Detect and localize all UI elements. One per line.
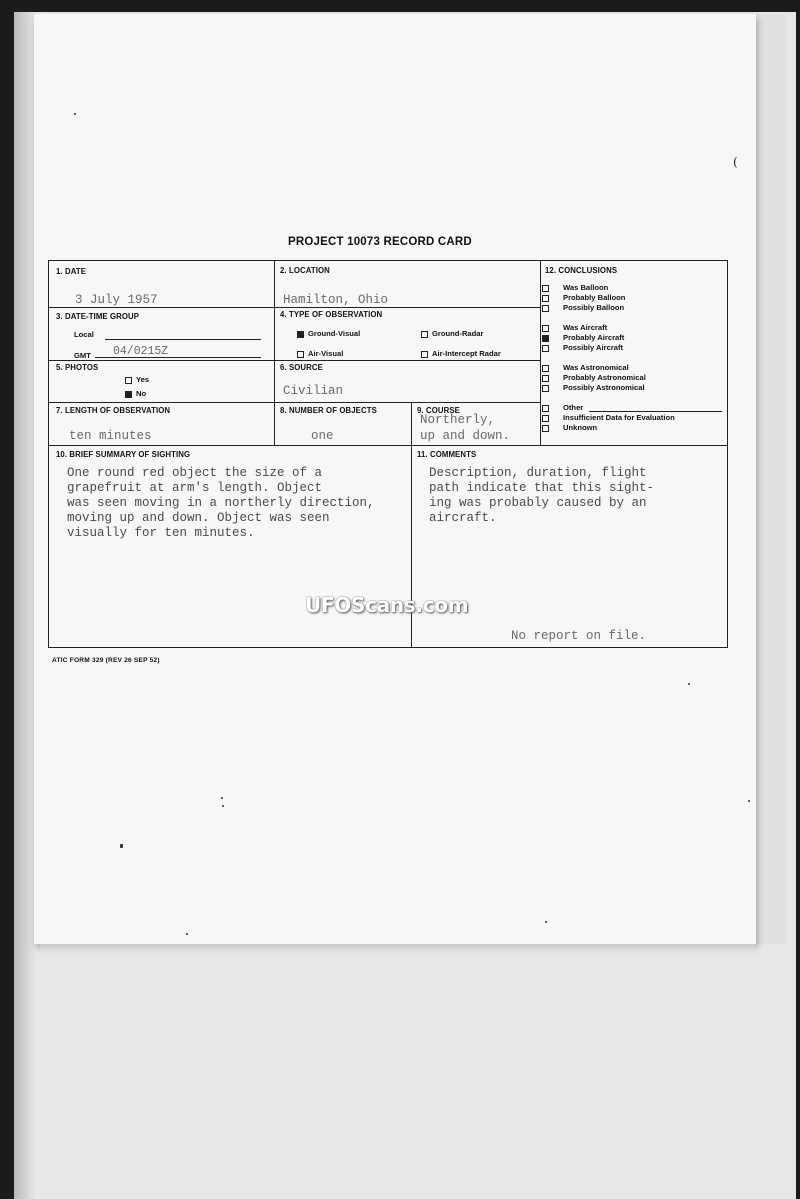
scan-speck bbox=[186, 933, 188, 935]
comments-line: path indicate that this sight- bbox=[429, 481, 655, 495]
comments-label: 11. COMMENTS bbox=[417, 450, 477, 459]
photos-no: No bbox=[125, 389, 146, 398]
option-air-intercept-radar: Air-Intercept Radar bbox=[421, 349, 501, 358]
summary-line: visually for ten minutes. bbox=[67, 526, 255, 540]
other-line bbox=[589, 411, 722, 412]
scan-speck bbox=[221, 797, 223, 799]
conclusion-probably-astronomical: Probably Astronomical bbox=[542, 373, 646, 382]
option-air-visual: Air-Visual bbox=[297, 349, 343, 358]
checkbox-icon bbox=[421, 351, 428, 358]
conclusion-was-balloon: Was Balloon bbox=[542, 283, 608, 292]
photos-label: 5. PHOTOS bbox=[56, 363, 99, 372]
scan-speck bbox=[748, 800, 750, 802]
scan-edge-shadow bbox=[14, 12, 36, 1199]
summary-text bbox=[67, 466, 375, 541]
option-ground-radar: Ground-Radar bbox=[421, 329, 483, 338]
checkbox-icon bbox=[542, 325, 549, 332]
margin-mark: ( bbox=[733, 155, 738, 169]
rule bbox=[49, 445, 728, 446]
course-line2: up and down. bbox=[420, 429, 511, 443]
checkbox-icon bbox=[542, 285, 549, 292]
objects-label: 8. NUMBER OF OBJECTS bbox=[280, 406, 377, 415]
objects-value: one bbox=[311, 429, 334, 443]
date-value: 3 July 1957 bbox=[75, 293, 158, 307]
conclusion-unknown: Unknown bbox=[542, 423, 597, 432]
checkbox-icon bbox=[125, 377, 132, 384]
watermark: UFOScans.com bbox=[305, 593, 469, 617]
checkbox-checked-icon bbox=[297, 331, 304, 338]
checkbox-icon bbox=[542, 365, 549, 372]
summary-line: moving up and down. Object was seen bbox=[67, 511, 330, 525]
source-value: Civilian bbox=[283, 384, 344, 398]
checkbox-icon bbox=[542, 305, 549, 312]
datetime-label: 3. DATE-TIME GROUP bbox=[56, 312, 140, 321]
conclusion-probably-balloon: Probably Balloon bbox=[542, 293, 625, 302]
rule bbox=[49, 402, 540, 403]
paper-shadow bbox=[40, 944, 756, 954]
checkbox-icon bbox=[542, 375, 549, 382]
rule bbox=[49, 360, 540, 361]
conclusion-possibly-balloon: Possibly Balloon bbox=[542, 303, 624, 312]
gmt-label: GMT bbox=[74, 351, 91, 360]
checkbox-icon bbox=[542, 405, 549, 412]
comments-note: No report on file. bbox=[511, 629, 647, 643]
rule bbox=[411, 402, 412, 445]
rule bbox=[540, 261, 541, 445]
gmt-value: 04/0215Z bbox=[113, 345, 169, 358]
photos-yes: Yes bbox=[125, 375, 149, 384]
scan-speck bbox=[545, 921, 547, 923]
local-line bbox=[105, 339, 261, 340]
scan-speck bbox=[74, 113, 76, 115]
conclusion-was-astronomical: Was Astronomical bbox=[542, 363, 629, 372]
date-label: 1. DATE bbox=[56, 267, 87, 276]
scan-speck bbox=[222, 805, 224, 807]
conclusion-probably-aircraft: Probably Aircraft bbox=[542, 333, 624, 342]
rule bbox=[49, 307, 540, 308]
conclusions-label: 12. CONCLUSIONS bbox=[545, 266, 618, 275]
length-label: 7. LENGTH OF OBSERVATION bbox=[56, 406, 171, 415]
observation-type-label: 4. TYPE OF OBSERVATION bbox=[280, 310, 383, 319]
course-label: 9. COURSE bbox=[417, 406, 460, 415]
length-value: ten minutes bbox=[69, 429, 152, 443]
conclusion-possibly-astronomical: Possibly Astronomical bbox=[542, 383, 645, 392]
summary-label: 10. BRIEF SUMMARY OF SIGHTING bbox=[56, 450, 191, 459]
scan-speck bbox=[120, 844, 123, 848]
location-value: Hamilton, Ohio bbox=[283, 293, 389, 307]
source-label: 6. SOURCE bbox=[280, 363, 323, 372]
scan-speck bbox=[688, 683, 690, 685]
summary-line: was seen moving in a northerly direction, bbox=[67, 496, 375, 510]
option-ground-visual: Ground-Visual bbox=[297, 329, 360, 338]
location-label: 2. LOCATION bbox=[280, 266, 330, 275]
gmt-line bbox=[95, 357, 261, 358]
comments-line: Description, duration, flight bbox=[429, 466, 647, 480]
record-form bbox=[48, 260, 728, 648]
form-number: ATIC FORM 329 (REV 26 SEP 52) bbox=[52, 657, 160, 664]
conclusion-insufficient-data: Insufficient Data for Evaluation bbox=[542, 413, 675, 422]
card-title: PROJECT 10073 RECORD CARD bbox=[288, 236, 472, 248]
conclusion-was-aircraft: Was Aircraft bbox=[542, 323, 607, 332]
local-label: Local bbox=[74, 330, 94, 339]
checkbox-icon bbox=[297, 351, 304, 358]
checkbox-icon bbox=[542, 425, 549, 432]
conclusion-other: Other bbox=[542, 403, 583, 412]
checkbox-icon bbox=[421, 331, 428, 338]
checkbox-icon bbox=[542, 385, 549, 392]
checkbox-checked-icon bbox=[542, 335, 549, 342]
checkbox-checked-icon bbox=[125, 391, 132, 398]
course-line1: Northerly, bbox=[420, 413, 496, 427]
summary-line: grapefruit at arm's length. Object bbox=[67, 481, 323, 495]
comments-text bbox=[429, 466, 654, 526]
comments-line: aircraft. bbox=[429, 511, 497, 525]
scan-right-strip bbox=[756, 14, 786, 944]
comments-line: ing was probably caused by an bbox=[429, 496, 647, 510]
checkbox-icon bbox=[542, 415, 549, 422]
rule bbox=[274, 261, 275, 445]
checkbox-icon bbox=[542, 345, 549, 352]
conclusion-possibly-aircraft: Possibly Aircraft bbox=[542, 343, 623, 352]
summary-line: One round red object the size of a bbox=[67, 466, 323, 480]
checkbox-icon bbox=[542, 295, 549, 302]
